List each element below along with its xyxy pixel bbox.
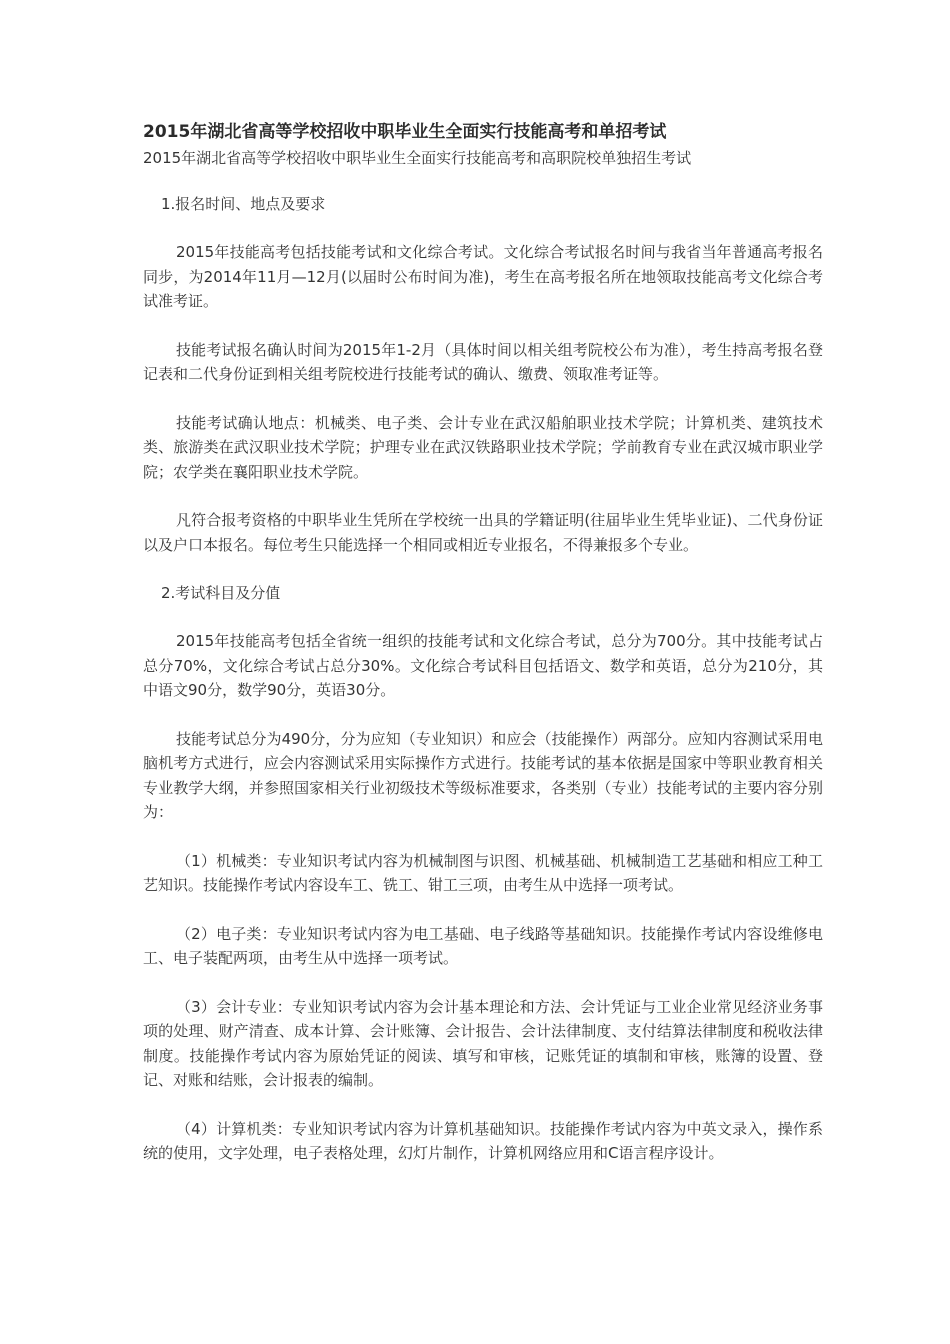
paragraph: （1）机械类：专业知识考试内容为机械制图与识图、机械基础、机械制造工艺基础和相应工种工艺知识。技能操作考试内容设车工、铣工、钳工三项，由考生从中选择一项考试。 xyxy=(143,851,823,894)
paragraph: 凡符合报考资格的中职毕业生凭所在学校统一出具的学籍证明(往届毕业生凭毕业证)、二代身份证以及户口本报名。每位考生只能选择一个相同或相近专业报名，不得兼报多个专业。 xyxy=(143,511,823,554)
paragraph: 2015年技能高考包括技能考试和文化综合考试。文化综合考试报名时间与我省当年普通高考报名同步，为2014年11月—12月(以届时公布时间为准)，考生在高考报名所在地领取技能高考文化综合考试准考证。 xyxy=(143,243,823,310)
paragraph: 技能考试报名确认时间为2015年1-2月（具体时间以相关组考院校公布为准），考生持高考报名登记表和二代身份证到相关组考院校进行技能考试的确认、缴费、领取准考证等。 xyxy=(143,340,823,383)
section-heading-subjects: 2.考试科目及分值 xyxy=(161,584,281,602)
paragraph: 技能考试总分为490分，分为应知（专业知识）和应会（技能操作）两部分。应知内容测试采用电脑机考方式进行，应会内容测试采用实际操作方式进行。技能考试的基本依据是国家中等职业教育相关专业教学大纲，并参照国家相关行业初级技术等级标准要求，各类别（专业）技能考试的主要内容分别为： xyxy=(143,729,823,821)
paragraph: （2）电子类：专业知识考试内容为电工基础、电子线路等基础知识。技能操作考试内容设维修电工、电子装配两项，由考生从中选择一项考试。 xyxy=(143,924,823,967)
document-subtitle: 2015年湖北省高等学校招收中职毕业生全面实行技能高考和高职院校单独招生考试 xyxy=(143,149,692,167)
section-heading-registration: 1.报名时间、地点及要求 xyxy=(161,195,326,213)
paragraph: 2015年技能高考包括全省统一组织的技能考试和文化综合考试，总分为700分。其中技能考试占总分70%，文化综合考试占总分30%。文化综合考试科目包括语文、数学和英语，总分为210分，其中语文90分，数学90分，英语30分。 xyxy=(143,632,823,699)
paragraph: （4）计算机类：专业知识考试内容为计算机基础知识。技能操作考试内容为中英文录入，操作系统的使用，文字处理，电子表格处理，幻灯片制作，计算机网络应用和C语言程序设计。 xyxy=(143,1119,823,1162)
paragraph: （3）会计专业：专业知识考试内容为会计基本理论和方法、会计凭证与工业企业常见经济业务事项的处理、财产清查、成本计算、会计账簿、会计报告、会计法律制度、支付结算法律制度和税收法律制度。技能操作考试内容为原始凭证的阅读、填写和审核，记账凭证的填制和审核，账簿的设置、登记、对账和结账，会计报表的编制。 xyxy=(143,997,823,1089)
document-title: 2015年湖北省高等学校招收中职毕业生全面实行技能高考和单招考试 xyxy=(143,122,667,142)
paragraph: 技能考试确认地点：机械类、电子类、会计专业在武汉船舶职业技术学院；计算机类、建筑技术类、旅游类在武汉职业技术学院；护理专业在武汉铁路职业技术学院；学前教育专业在武汉城市职业学院；农学类在襄阳职业技术学院。 xyxy=(143,413,823,481)
document-page xyxy=(143,118,823,1190)
